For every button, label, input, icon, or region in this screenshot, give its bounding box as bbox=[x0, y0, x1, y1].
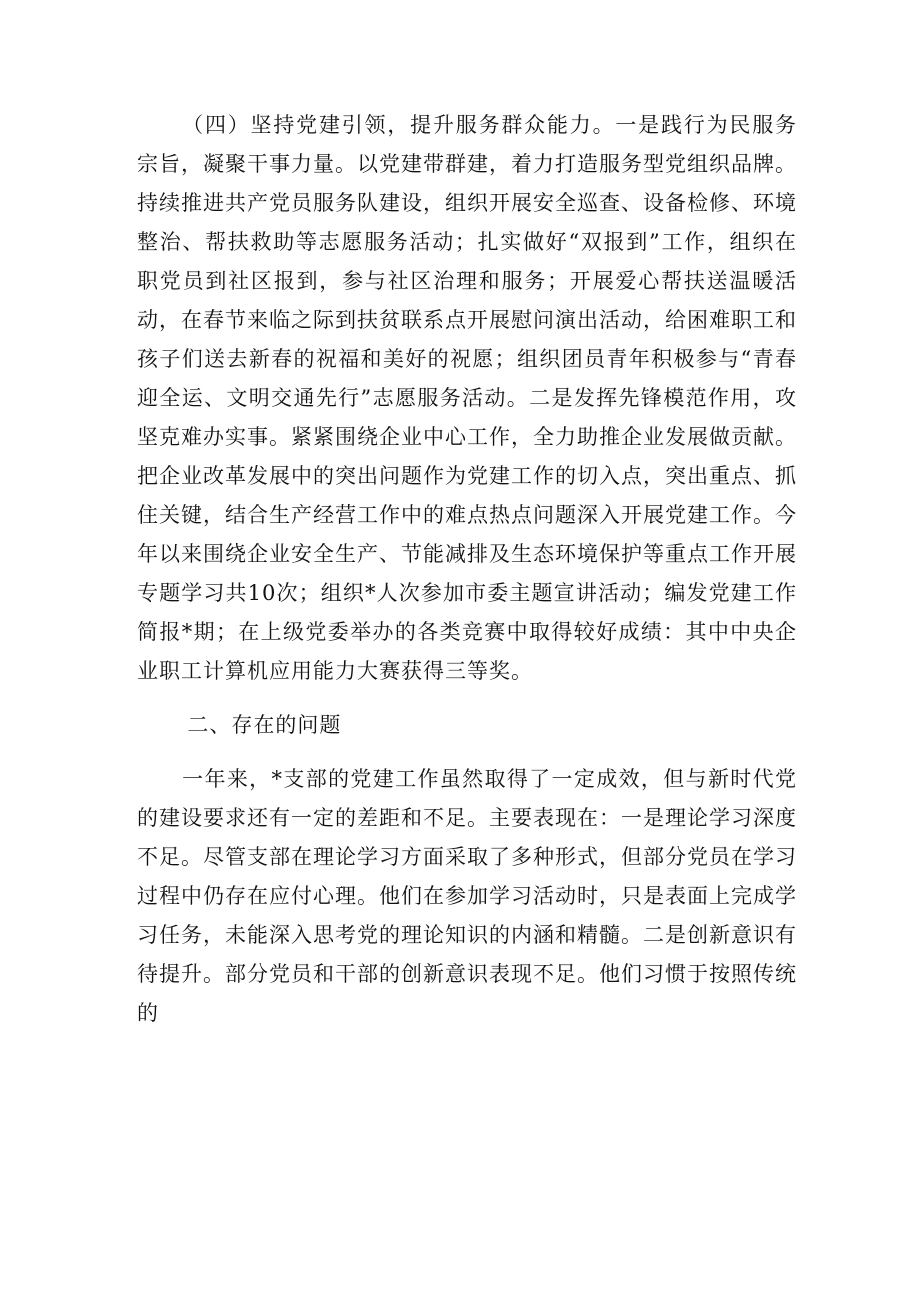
document-body bbox=[137, 106, 797, 1033]
paragraph-existing-problems: 一年来，*支部的党建工作虽然取得了一定成效，但与新时代党的建设要求还有一定的差距和不足。主要表现在：一是理论学习深度不足。尽管支部在理论学习方面采取了多种形式，但部分党员在学习过程中仍存在应付心理。他们在参加学习活动时，只是表面上完成学习任务，未能深入思考党的理论知识的内涵和精髓。二是创新意识有待提升。部分党员和干部的创新意识表现不足。他们习惯于按照传统的 bbox=[137, 767, 797, 1025]
section-heading-existing-problems: 二、存在的问题 bbox=[187, 713, 342, 737]
paragraph-party-building-service: （四）坚持党建引领，提升服务群众能力。一是践行为民服务宗旨，凝聚干事力量。以党建带群建，着力打造服务型党组织品牌。持续推进共产党员服务队建设，组织开展安全巡查、设备检修、环境整治、帮扶救助等志愿服务活动；扎实做好“双报到”工作，组织在职党员到社区报到，参与社区治理和服务；开展爱心帮扶送温暖活动，在春节来临之际到扶贫联系点开展慰问演出活动，给困难职工和孩子们送去新春的祝福和美好的祝愿；组织团员青年积极参与“青春迎全运、文明交通先行”志愿服务活动。二是发挥先锋模范作用，攻坚克难办实事。紧紧围绕企业中心工作，全力助推企业发展做贡献。把企业改革发展中的突出问题作为党建工作的切入点，突出重点、抓住关键，结合生产经营工作中的难点热点问题深入开展党建工作。今年以来围绕企业安全生产、节能减排及生态环境保护等重点工作开展专题学习共10次；组织*人次参加市委主题宣讲活动；编发党建工作简报*期；在上级党委举办的各类竞赛中取得较好成绩：其中中央企业职工计算机应用能力大赛获得三等奖。 bbox=[137, 113, 797, 683]
